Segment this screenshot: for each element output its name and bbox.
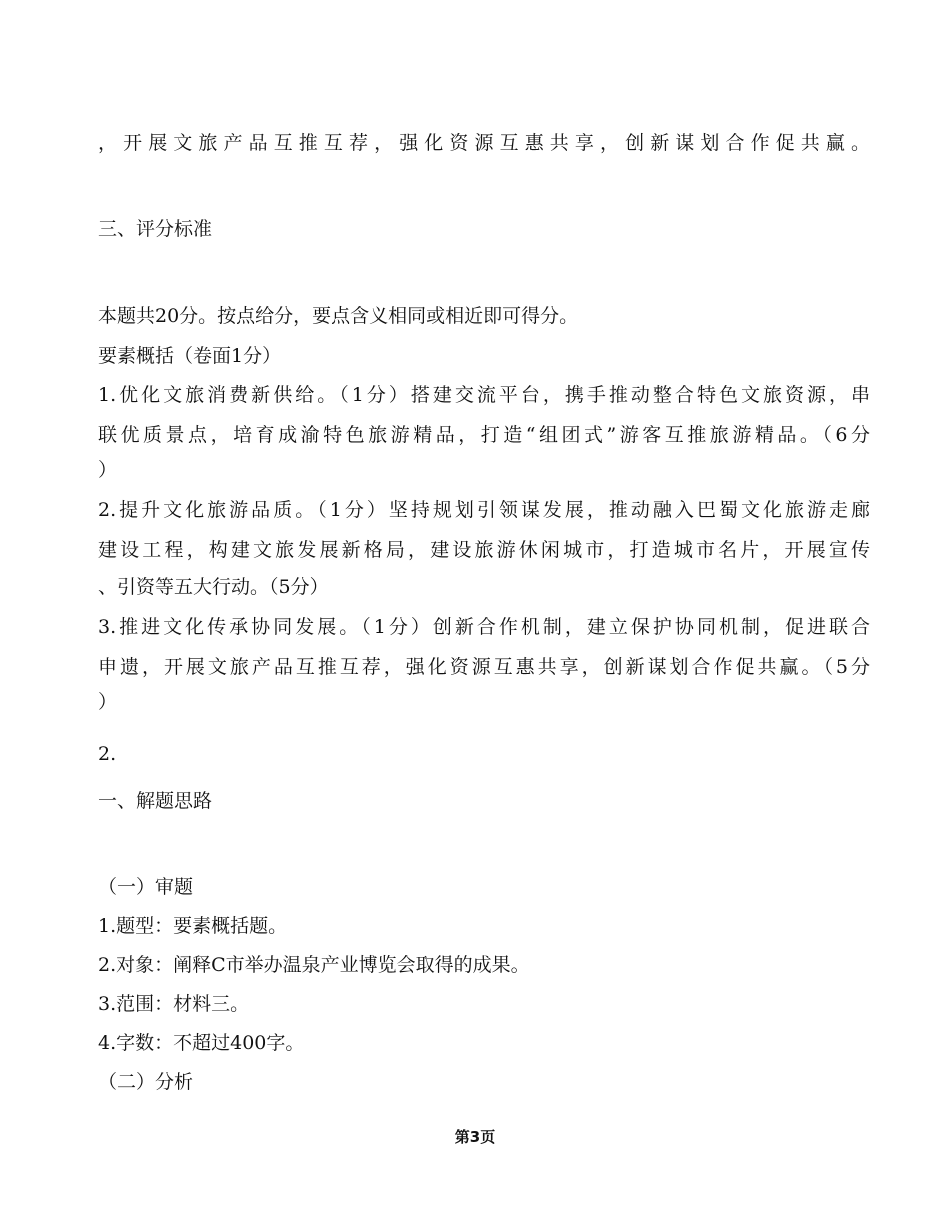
section-heading: 一、解题思路 [98,790,213,812]
item2-line2: 建设工程，构建文旅发展新格局，建设旅游休闲城市，打造城市名片，开展宣传 [98,539,870,561]
review-type-line: 1.题型：要素概括题。 [98,915,288,937]
item1-line1: 1.优化文旅消费新供给。（1分）搭建交流平台，携手推动整合特色文旅资源，串 [98,384,870,406]
item3-line2: 申遗，开展文旅产品互推互荐，强化资源互惠共享，创新谋划合作促共赢。（5分 [98,656,870,678]
continuation-line: ，开展文旅产品互推互荐，强化资源互惠共享，创新谋划合作促共赢。 [98,132,870,154]
item2-line3: 、引资等五大行动。（5分） [98,576,329,598]
section-heading: 三、评分标准 [98,218,213,240]
item2-line1: 2.提升文化旅游品质。（1分）坚持规划引领谋发展，推动融入巴蜀文化旅游走廊 [98,499,870,521]
item3-line1: 3.推进文化传承协同发展。（1分）创新合作机制，建立保护协同机制，促进联合 [98,616,870,638]
item1-line3: ） [98,459,118,481]
review-object-line: 2.对象：阐释C市举办温泉产业博览会取得的成果。 [98,954,530,976]
item1-line2: 联优质景点，培育成渝特色旅游精品，打造“组团式”游客互推旅游精品。（6分 [98,424,870,446]
question-number: 2. [98,743,117,765]
elements-summary-line: 要素概括（卷面1分） [98,345,282,367]
score-total-line: 本题共20分。按点给分，要点含义相同或相近即可得分。 [98,305,579,327]
subsection-heading: （二）分析 [98,1071,194,1093]
page-number: 第3页 [454,1128,496,1146]
subsection-heading: （一）审题 [98,876,194,898]
review-scope-line: 3.范围：材料三。 [98,993,250,1015]
review-wordcount-line: 4.字数：不超过400字。 [98,1032,305,1054]
item3-line3: ） [98,691,118,713]
